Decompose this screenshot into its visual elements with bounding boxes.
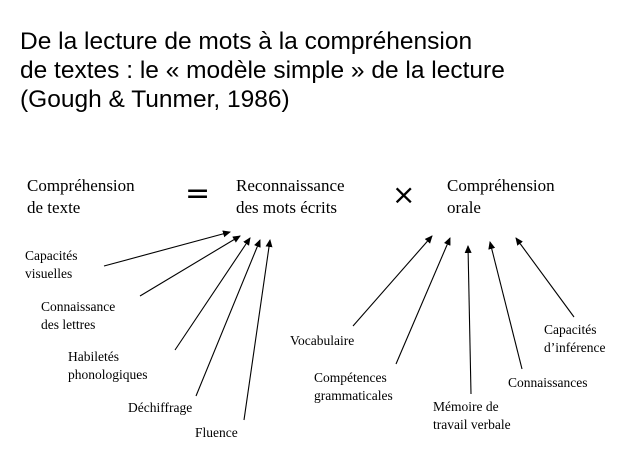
arrow-knowledge-to-oral	[490, 242, 522, 369]
arrow-fluency-to-word-recognition	[244, 240, 270, 420]
arrow-phonological-to-word-recognition	[175, 238, 250, 350]
arrow-visual-to-word-recognition	[104, 232, 230, 266]
equals-sign: =	[185, 176, 211, 211]
factor-fluency: Fluence	[195, 425, 238, 440]
arrow-inference-to-oral	[516, 238, 574, 317]
factor-knowledge: Connaissances	[508, 375, 588, 390]
arrow-letters-to-word-recognition	[140, 236, 240, 296]
factor-letter-knowledge: Connaissance des lettres	[41, 299, 116, 332]
times-sign: ×	[392, 178, 416, 211]
factor-decoding: Déchiffrage	[128, 400, 193, 415]
text-comprehension-label: Compréhension de texte	[27, 176, 135, 217]
factor-phonological-skills: Habiletés phonologiques	[68, 349, 148, 382]
factor-inference-capacities: Capacités d’inférence	[544, 322, 606, 355]
arrow-vocabulary-to-oral	[353, 236, 432, 326]
factor-vocabulary: Vocabulaire	[290, 333, 355, 348]
title-line-2: de textes : le « modèle simple » de la lecture	[20, 57, 505, 84]
word-recognition-label: Reconnaissance des mots écrits	[236, 176, 345, 217]
arrow-memory-to-oral	[468, 246, 471, 394]
title-line-1: De la lecture de mots à la compréhension	[20, 28, 473, 55]
arrow-grammar-to-oral	[396, 238, 450, 364]
factor-verbal-working-memory: Mémoire de travail verbale	[433, 399, 511, 432]
title-line-3: (Gough & Tunmer, 1986)	[20, 86, 290, 113]
factor-visual-capacities: Capacités visuelles	[25, 248, 78, 281]
oral-comprehension-label: Compréhension orale	[447, 176, 555, 217]
factor-grammatical-skills: Compétences grammaticales	[314, 370, 393, 403]
